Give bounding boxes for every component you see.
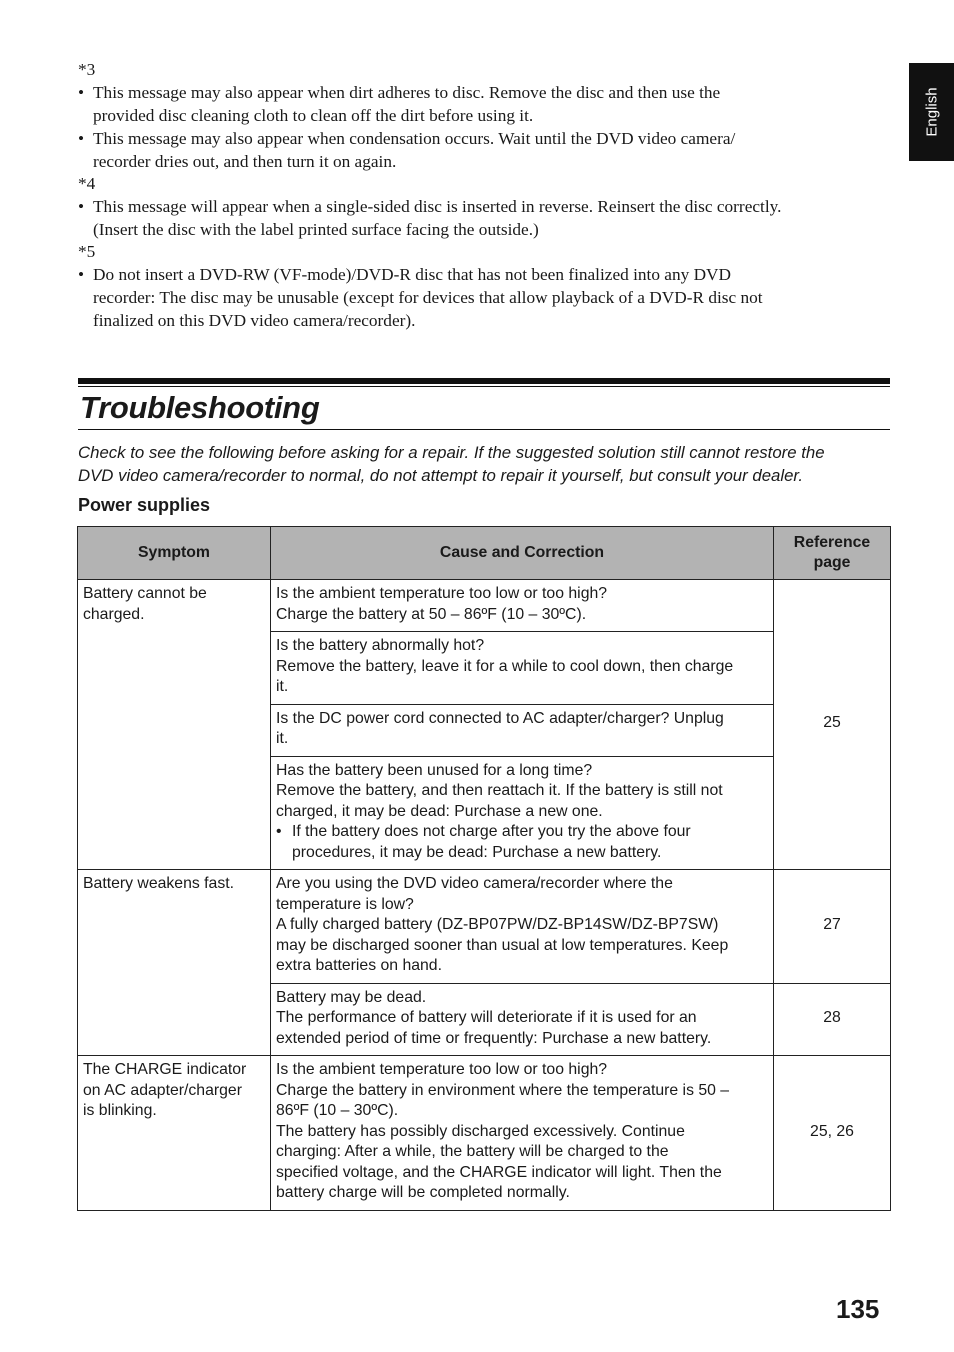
note-text-line: finalized on this DVD video camera/recorder).	[93, 311, 416, 330]
intro-paragraph	[78, 441, 892, 487]
reference-cell: 25, 26	[774, 1056, 891, 1211]
cause-cell	[271, 632, 774, 705]
cause-line: Is the ambient temperature too low or too high?	[276, 585, 608, 602]
note-text-line: This message may also appear when condensation occurs. Wait until the DVD video camera/	[93, 129, 736, 148]
intro-line: Check to see the following before asking for a repair. If the suggested solution still cannot restore the	[78, 443, 825, 462]
note-5	[78, 241, 890, 332]
note-bullet: • This message may also appear when condensation occurs. Wait until the DVD video camera/ recorder dries out, and then turn it on again.	[78, 127, 890, 173]
troubleshooting-table	[77, 526, 891, 1211]
header-cause: Cause and Correction	[271, 527, 774, 580]
cause-bullet-line: procedures, it may be dead: Purchase a new battery.	[292, 843, 662, 861]
footnotes	[78, 59, 890, 332]
cause-line: Charge the battery in environment where the temperature is 50 –	[276, 1081, 730, 1099]
heading-rule-bottom	[78, 429, 890, 430]
table-row	[78, 870, 891, 984]
cause-line: specified voltage, and the CHARGE indicator will light. Then the	[276, 1163, 722, 1181]
cause-line: may be discharged sooner than usual at low temperatures. Keep	[276, 936, 729, 954]
table-header-row	[78, 527, 891, 580]
cause-cell	[271, 756, 774, 870]
cause-bullet: • If the battery does not charge after you try the above four procedures, it may be dead: Purchase a new battery.	[276, 822, 768, 863]
cause-line: Has the battery been unused for a long time?	[276, 761, 593, 779]
symptom-cell	[78, 580, 271, 870]
reference-cell: 27	[774, 870, 891, 984]
heading-rule-thick	[78, 378, 890, 384]
cause-line: it.	[276, 678, 289, 695]
reference-cell: 25	[774, 580, 891, 870]
note-label: *3	[78, 60, 96, 79]
cause-line: charging: After a while, the battery will be charged to the	[276, 1143, 669, 1160]
page-number: 135	[836, 1294, 880, 1324]
cause-cell	[271, 580, 774, 632]
symptom-line: charged.	[83, 605, 145, 623]
cause-line: charged, it may be dead: Purchase a new one.	[276, 802, 603, 820]
header-reference	[774, 527, 891, 580]
cause-bullet-line: If the battery does not charge after you try the above four	[292, 823, 691, 840]
cause-line: battery charge will be completed normally.	[276, 1184, 570, 1201]
reference-cell: 28	[774, 983, 891, 1056]
cause-line: extra batteries on hand.	[276, 957, 442, 974]
cause-line: extended period of time or frequently: Purchase a new battery.	[276, 1029, 712, 1047]
cause-line: Is the DC power cord connected to AC adapter/charger? Unplug	[276, 709, 724, 727]
note-4	[78, 173, 890, 241]
note-text-line: This message will appear when a single-sided disc is inserted in reverse. Reinsert the disc correctly.	[93, 197, 782, 216]
cause-line: Charge the battery at 50 – 86ºF (10 – 30ºC).	[276, 605, 587, 623]
symptom-line: The CHARGE indicator	[83, 1061, 247, 1078]
note-3	[78, 59, 890, 173]
symptom-line: on AC adapter/charger	[83, 1081, 242, 1099]
note-bullet: • This message will appear when a single-sided disc is inserted in reverse. Reinsert the disc correctly. (Insert the disc with the label printed surface facing the outside.)	[78, 195, 890, 241]
note-bullet: • This message may also appear when dirt adheres to disc. Remove the disc and then use the provided disc cleaning cloth to clean off the dirt before using it.	[78, 81, 890, 127]
note-text-line: (Insert the disc with the label printed surface facing the outside.)	[93, 220, 539, 239]
cause-line: temperature is low?	[276, 895, 414, 913]
cause-cell	[271, 1056, 774, 1211]
note-label: *5	[78, 242, 96, 261]
cause-line: The battery has possibly discharged excessively. Continue	[276, 1122, 685, 1140]
symptom-line: Battery weakens fast.	[83, 875, 235, 892]
cause-cell	[271, 870, 774, 984]
table-row	[78, 580, 891, 632]
cause-line: Remove the battery, and then reattach it. If the battery is still not	[276, 782, 723, 799]
note-text-line: recorder dries out, and then turn it on again.	[93, 152, 397, 171]
cause-line: A fully charged battery (DZ-BP07PW/DZ-BP14SW/DZ-BP7SW)	[276, 916, 719, 933]
cause-line: The performance of battery will deteriorate if it is used for an	[276, 1009, 697, 1026]
header-reference-line: page	[813, 554, 851, 571]
cause-cell	[271, 704, 774, 756]
symptom-cell	[78, 1056, 271, 1211]
section-title: Power supplies	[78, 495, 211, 515]
note-label: *4	[78, 174, 96, 193]
intro-line: DVD video camera/recorder to normal, do not attempt to repair it yourself, but consult your dealer.	[78, 466, 804, 485]
language-tab	[909, 63, 954, 161]
cause-line: Are you using the DVD video camera/recorder where the	[276, 875, 673, 892]
cause-line: Is the ambient temperature too low or too high?	[276, 1061, 608, 1078]
symptom-cell	[78, 870, 271, 1056]
header-reference-line: Reference	[793, 533, 871, 551]
symptom-line: Battery cannot be	[83, 585, 207, 602]
language-tab-label: English	[923, 87, 940, 137]
cause-line: Remove the battery, leave it for a while to cool down, then charge	[276, 657, 734, 675]
cause-line: Is the battery abnormally hot?	[276, 637, 485, 654]
cause-line: Battery may be dead.	[276, 988, 427, 1006]
cause-cell	[271, 983, 774, 1056]
page-title: Troubleshooting	[80, 390, 320, 425]
header-symptom: Symptom	[78, 527, 271, 580]
note-text-line: provided disc cleaning cloth to clean off the dirt before using it.	[93, 106, 534, 125]
note-text-line: recorder: The disc may be unusable (except for devices that allow playback of a DVD-R disc not	[93, 288, 763, 307]
cause-line: it.	[276, 730, 289, 747]
cause-line: 86ºF (10 – 30ºC).	[276, 1102, 399, 1119]
table-row	[78, 1056, 891, 1211]
note-text-line: Do not insert a DVD-RW (VF-mode)/DVD-R disc that has not been finalized into any DVD	[93, 265, 732, 284]
note-text-line: This message may also appear when dirt adheres to disc. Remove the disc and then use the	[93, 83, 721, 102]
symptom-line: is blinking.	[83, 1102, 157, 1119]
note-bullet: • Do not insert a DVD-RW (VF-mode)/DVD-R disc that has not been finalized into any DVD recorder: The disc may be unusable (except for devices that allow playback of a DVD-R disc not finalized on this DVD video camera/recorder).	[78, 263, 890, 332]
